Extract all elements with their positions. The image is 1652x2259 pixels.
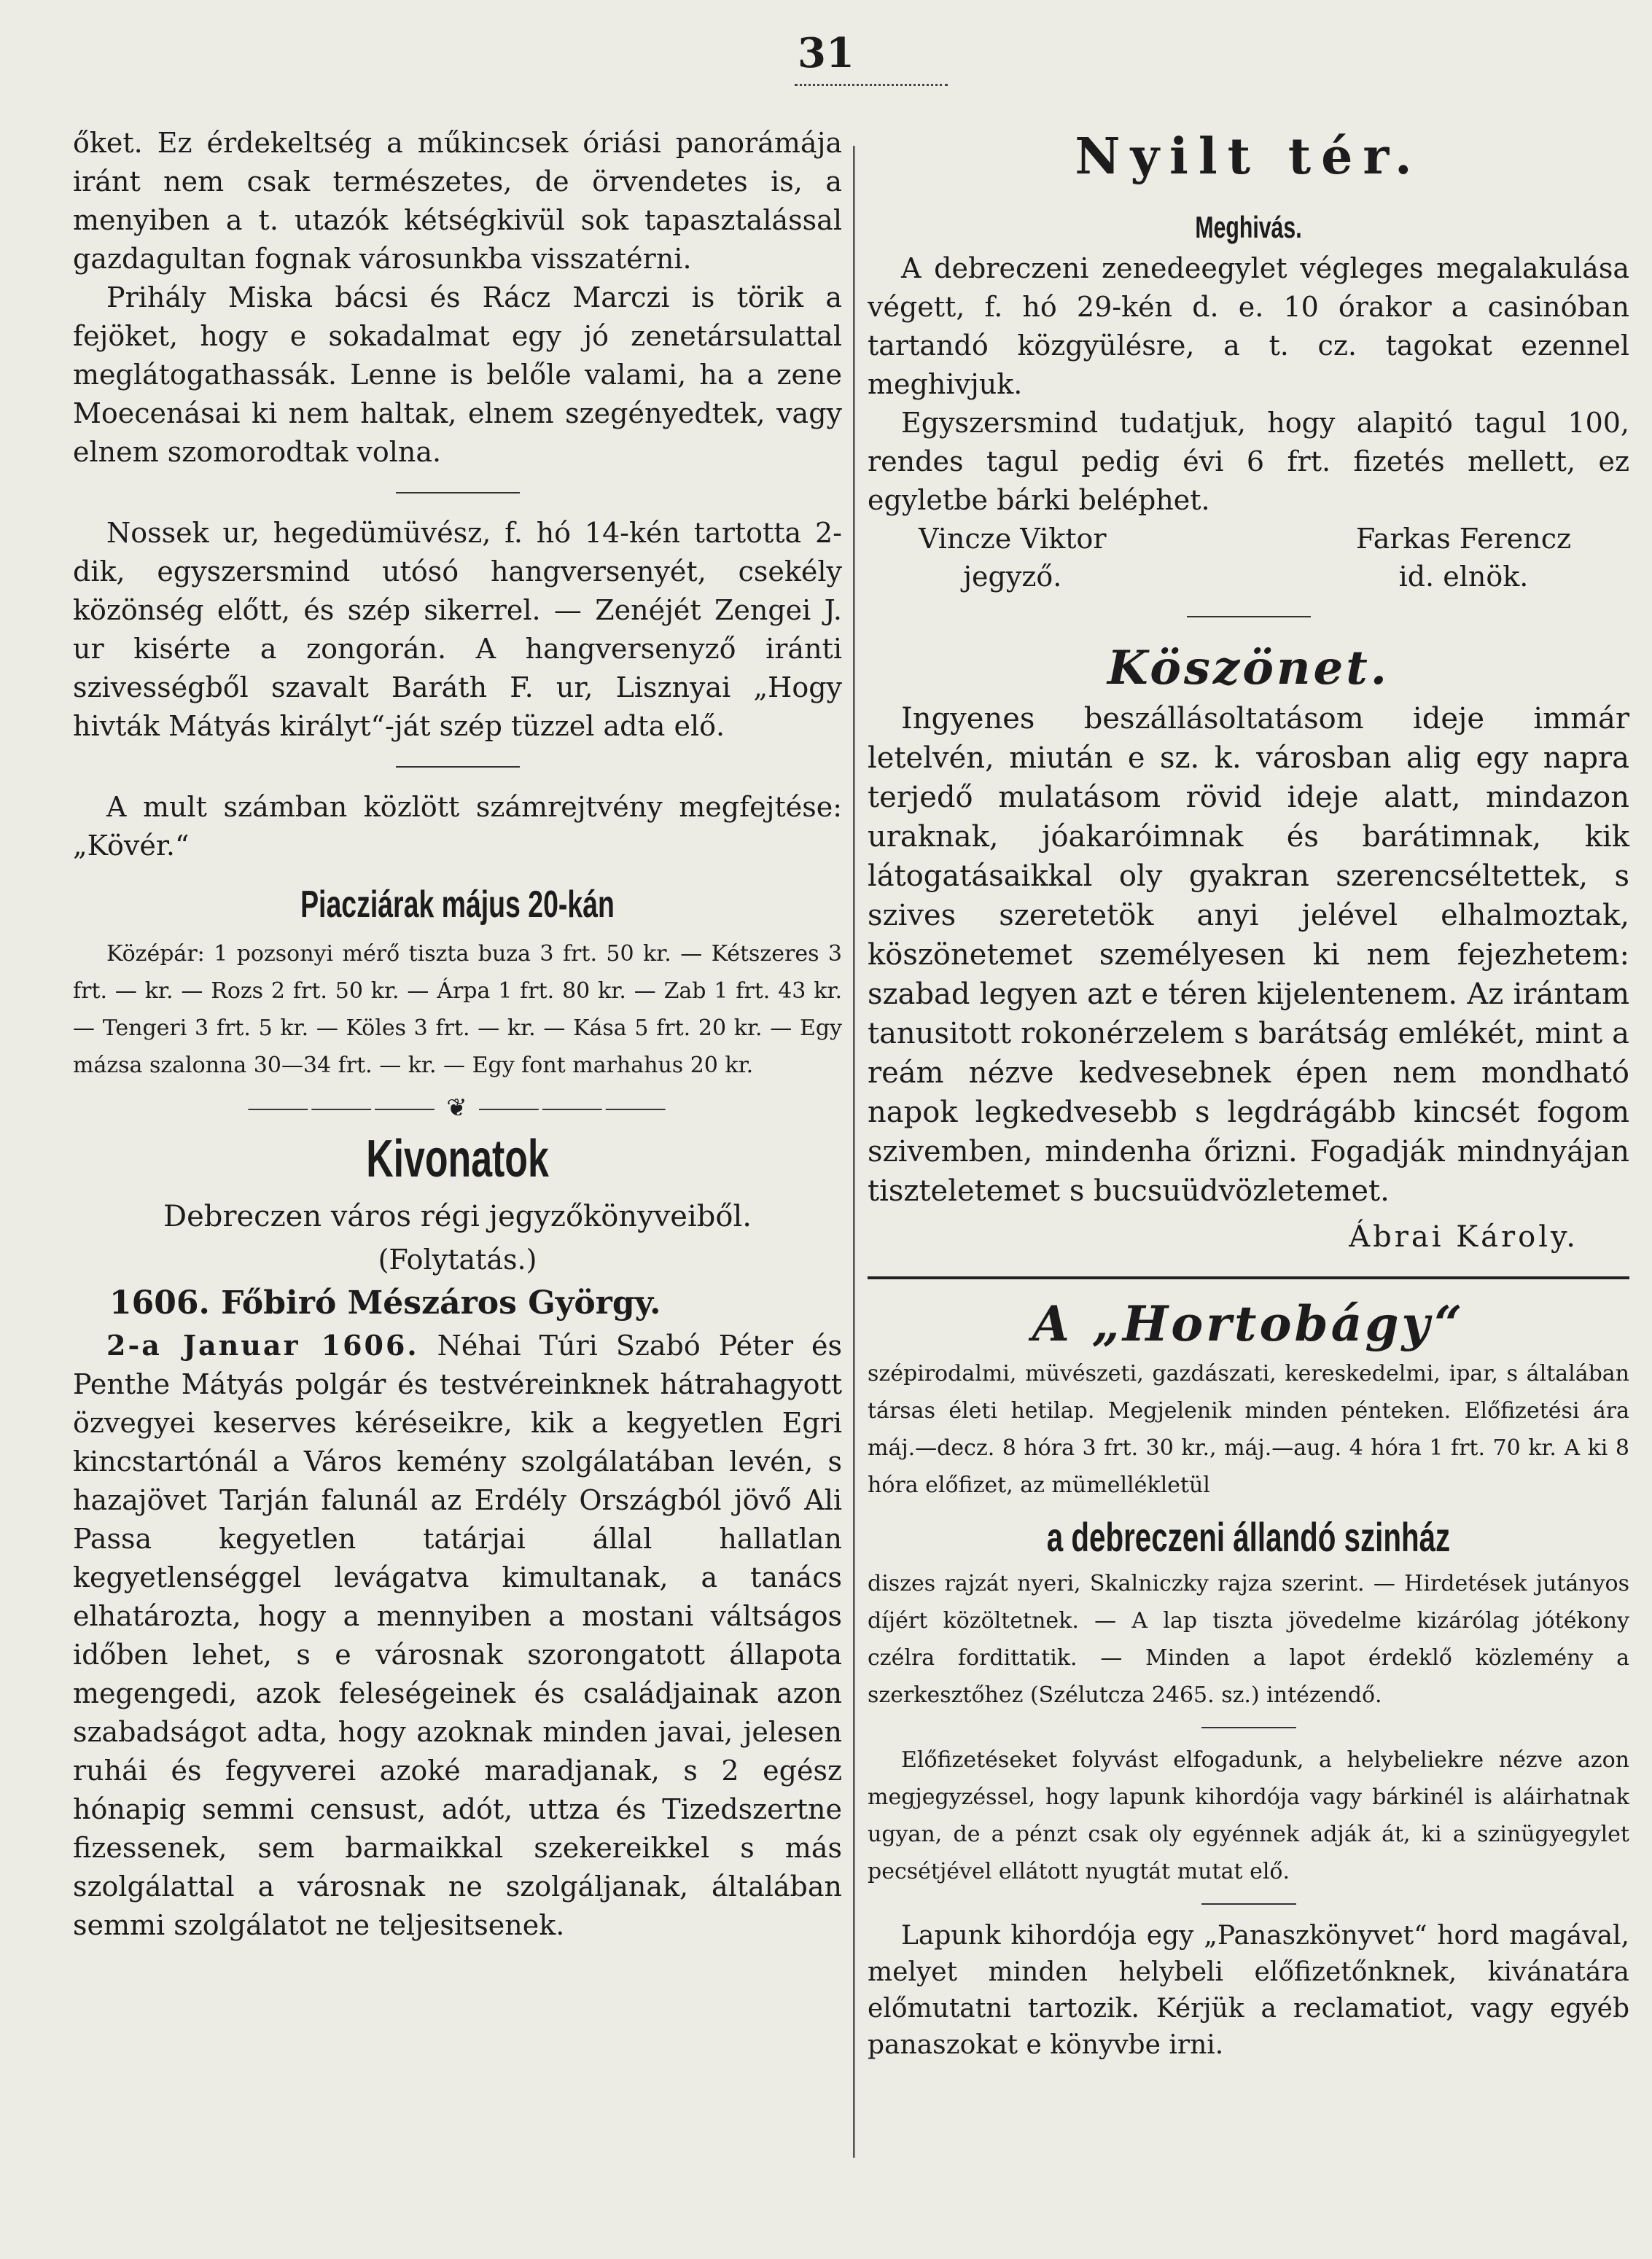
record-entry [73, 1326, 842, 1945]
thick-divider [868, 1276, 1629, 1279]
koszonet-text: Ingyenes beszállásoltatásom ideje immár letelvén, miután e sz. k. városban alig egy napra terjedő mulatásom rövid ideje alatt, mindazon uraknak, jóakaróimnak és barátimnak, kik látogatásaikkal oly gyakran szerencséltettek, s szives szeretetök anyi jelével elhalmoztak, köszönetemet személyesen ki nem fejezhetem: szabad legyen azt e téren kijelentenem. Az irántam tanusitott rokonérzelem s barátság emlékét, mint a reám nézve kedvesebnek épen nem mondható napok legkedvesebb s legdrágább kincsét fogom szivemben, mindenha őrizni. Fogadják mindnyájan tiszteletemet s bucsuüdvözletemet. [868, 702, 1629, 1208]
szinhaz-heading: a debreczeni állandó szinház [1046, 1514, 1451, 1560]
prihaly-paragraph: Prihály Miska bácsi és Rácz Marczi is törik a fejöket, hogy e sokadalmat egy jó zenetársulattal meglátogathassák. Lenne is belőle valami, ha a zene Moecenásai ki nem haltak, elnem szegényedtek, vagy elnem szomorodtak volna. [73, 281, 842, 468]
nyilt-ter-heading: Nyilt tér. [1075, 128, 1422, 186]
hortobagy-description: szépirodalmi, müvészeti, gazdászati, kereskedelmi, ipar, s általában társas életi hetilap. Megjelenik minden pénteken. Előfizetési ára máj.—decz. 8 hóra 3 frt. 30 kr., máj.—aug. 4 hóra 1 frt. 70 kr. A ki 8 hóra előfizet, az mümellékletül [868, 1361, 1629, 1498]
intro-paragraph: őket. Ez érdekeltség a műkincsek óriási panorámája iránt nem csak természetes, de örvendetes is, a menyiben a t. utazók kétségkivül sok tapasztalással gazdagultan fognak városunkba visszatérni. [73, 127, 842, 275]
market-prices-text: Középár: 1 pozsonyi mérő tiszta buza 3 frt. 50 kr. — Kétszeres 3 frt. — kr. — Rozs 2 frt. 50 kr. — Árpa 1 frt. 80 kr. — Zab 1 frt. 43 kr. — Tengeri 3 frt. 5 kr. — Köles 3 frt. — kr. — Kása 5 frt. 20 kr. — Egy mázsa szalonna 30—34 frt. — kr. — Egy font marhahus 20 kr. [73, 941, 842, 1078]
subscription-text: Előfizetéseket folyvást elfogadunk, a helybeliekre nézve azon megjegyzéssel, hogy lapunk kihordója vagy bárkinél is aláirhatnak ugyan, de a pénzt csak oly egyénnek adják át, ki a szinügyegylet pecsétjével ellátott nyugtát mutat elő. [868, 1747, 1629, 1884]
koszonet-signature: Ábrai Károly. [1349, 1220, 1578, 1254]
complaint-book-text: Lapunk kihordója egy „Panaszkönyvet“ hord magával, melyet minden helybeli előfizetőnknek, kivánatára előmutatni tartozik. Kérjük a reclamatiot, vagy egyéb panaszokat e könyvbe irni. [868, 1921, 1629, 2060]
section-divider [396, 766, 520, 768]
meghivas-heading: Meghivás. [1195, 210, 1302, 244]
puzzle-solution-paragraph: A mult számban közlött számrejtvény megfejtése: „Kövér.“ [73, 791, 842, 862]
kivonatok-subtitle: Debreczen város régi jegyzőkönyveiből. [163, 1200, 752, 1233]
column-divider [853, 146, 855, 2158]
page-number-ornament [795, 84, 948, 92]
entry-date: 2-a Januar 1606. [106, 1329, 419, 1362]
right-column [868, 124, 1629, 2064]
hortobagy-heading: A „Hortobágy“ [1032, 1295, 1465, 1352]
kivonatok-heading: Kivonatok [366, 1130, 549, 1188]
hortobagy-ads-text: diszes rajzát nyeri, Skalniczky rajza szerint. — Hirdetések jutányos díjért közöltetnek. — A lap tiszta jövedelme kizárólag jótékony czélra fordittatik. — Minden a lapot érdeklő közlemény a szerkesztőhez (Szélutcza 2465. sz.) intézendő. [868, 1571, 1629, 1708]
koszonet-heading: Köszönet. [1107, 641, 1390, 695]
ornamental-divider: ⸻⸻⸻ ❦ ⸻⸻⸻ [246, 1093, 669, 1123]
section-divider [1187, 616, 1311, 617]
entry-text: Néhai Túri Szabó Péter és Penthe Mátyás polgár és testvéreinknek hátrahagyott özvegyei keserves kéréseikre, kik a kegyetlen Egri kincstartónál a Város kemény szolgálatában levén, s hazajövet Tarján falunál az Erdély Országból jövő Ali Passa kegyetlen tatárjai állal hallatlan kegyetlenséggel levágatva kimultanak, a tanács elhatározta, hogy a mennyiben a mostani váltságos időben lehet, s e városnak szorongatott állapota megengedi, azok feleségeinek és családjainak azon szabadságot adta, hogy azoknak minden javai, jelesen ruhái és fegyverei azoké maradjanak, s 2 egész hónapig semmi censust, adót, uttza és Tizedszertne fizessenek, sem barmaikkal szekereikkel s más szolgálattal a városnak ne szolgáljanak, általában semmi szolgálatot ne teljesitsenek. [73, 1330, 842, 1941]
signature-secretary: Vincze Viktor jegyző. [919, 523, 1107, 593]
signatures [868, 520, 1629, 596]
section-divider [396, 492, 520, 493]
left-column [73, 124, 842, 1945]
year-heading: 1606. Főbiró Mészáros György. [109, 1284, 661, 1322]
meghivas-text: A debreczeni zenedeegylet végleges megalakulása végett, f. hó 29-kén d. e. 10 órakor a casinóban tartandó közgyülésre, a t. cz. tagokat ezennel meghivjuk. [868, 252, 1629, 400]
market-prices-heading: Piacziárak május 20-kán [300, 883, 615, 926]
membership-text: Egyszersmind tudatjuk, hogy alapitó tagul 100, rendes tagul pedig évi 6 frt. fizetés mellett, ez egyletbe bárki beléphet. [868, 407, 1629, 516]
page-number: 31 [798, 29, 854, 77]
signature-president: Farkas Ferencz id. elnök. [1355, 523, 1571, 593]
section-divider [1201, 1727, 1296, 1728]
section-divider [1201, 1903, 1296, 1905]
continuation-note: (Folytatás.) [378, 1244, 537, 1276]
nossek-paragraph: Nossek ur, hegedümüvész, f. hó 14-kén tartotta 2-dik, egyszersmind utósó hangversenyét, csekély közönség előtt, és szép sikerrel. — Zenéjét Zengei J. ur kisérte a zongorán. A hangversenyző iránti szivességből szavalt Baráth F. ur, Lisznyai „Hogy hivták Mátyás királyt“-ját szép tüzzel adta elő. [73, 517, 842, 742]
